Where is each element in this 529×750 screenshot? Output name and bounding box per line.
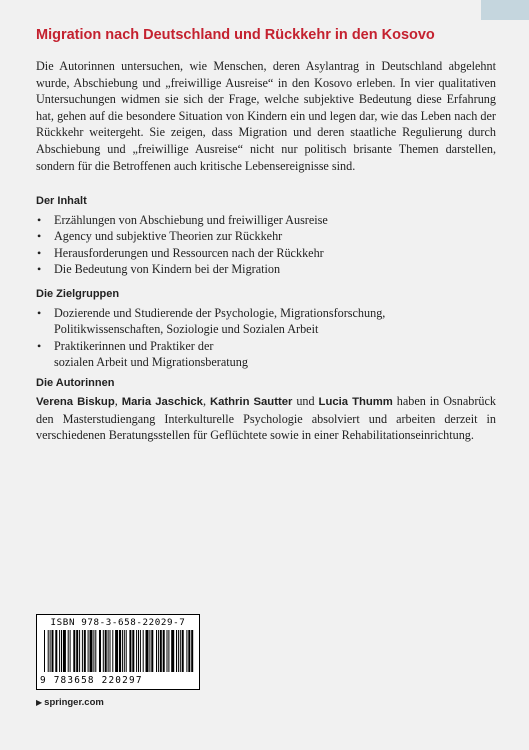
barcode-bar xyxy=(115,630,118,672)
barcode-bar xyxy=(146,630,149,672)
barcode-bar xyxy=(119,630,121,672)
barcode-bar xyxy=(88,630,89,672)
list-item: • Die Bedeutung von Kindern bei der Migration xyxy=(36,261,496,277)
author-name: Verena Biskup xyxy=(36,396,115,408)
barcode-bar xyxy=(191,630,193,672)
barcode-bar xyxy=(163,630,165,672)
barcode-bar xyxy=(105,630,107,672)
barcode-bar xyxy=(52,630,54,672)
barcode-bar xyxy=(93,630,94,672)
spine-color-tab xyxy=(481,0,529,20)
barcode-bar xyxy=(44,630,45,672)
isbn-label: ISBN 978-3-658-22029-7 xyxy=(50,617,186,628)
barcode-bar xyxy=(178,630,179,672)
author-name: Maria Jaschick xyxy=(121,396,203,408)
separator: , xyxy=(202,394,210,408)
barcode-bar xyxy=(82,630,83,672)
zielgruppen-list xyxy=(36,305,436,371)
isbn-barcode xyxy=(36,614,200,690)
separator: und xyxy=(292,394,319,408)
barcode-bar xyxy=(103,630,104,672)
barcode-bar xyxy=(168,630,169,672)
barcode-bar xyxy=(68,630,69,672)
barcode-bar xyxy=(55,630,57,672)
barcode-bar xyxy=(70,630,71,672)
barcode-digits: 9 783658 220297 xyxy=(40,675,143,686)
barcode-bar xyxy=(186,630,187,672)
publisher-link[interactable] xyxy=(36,697,104,708)
list-item: • Erzählungen von Abschiebung und freiwilliger Ausreise xyxy=(36,212,496,228)
barcode-bar xyxy=(129,630,131,672)
barcode-bar xyxy=(90,630,93,672)
separator: , xyxy=(114,394,122,408)
barcode-bar xyxy=(124,630,125,672)
barcode-bar xyxy=(171,630,174,672)
list-item: • Dozierende und Studierende der Psychologie, Migrationsforschung, Politikwissenschaften, Soziologie und Sozialen Arbeit xyxy=(36,305,436,338)
barcode-bar xyxy=(140,630,141,672)
barcode-bar xyxy=(138,630,139,672)
barcode-bar xyxy=(63,630,66,672)
author-name: Kathrin Sautter xyxy=(209,396,293,408)
barcode-bar xyxy=(156,630,157,672)
barcode-bar xyxy=(122,630,123,672)
autorinnen-heading: Die Autorinnen xyxy=(36,377,115,389)
barcode-bar xyxy=(151,630,153,672)
author-name: Lucia Thumm xyxy=(318,396,393,408)
publisher-url: springer.com xyxy=(44,697,104,708)
list-item: • Praktikerinnen und Praktiker der sozialen Arbeit und Migrationsberatung xyxy=(36,338,254,371)
barcode-bar xyxy=(108,630,109,672)
barcode-bar xyxy=(188,630,190,672)
zielgruppen-heading: Die Zielgruppen xyxy=(36,288,120,300)
list-item: • Herausforderungen und Ressourcen nach der Rückkehr xyxy=(36,245,496,261)
intro-paragraph: Die Autorinnen untersuchen, wie Menschen, deren Asylantrag in Deutschland abgelehnt wurde, Abschiebung und „freiwillige Ausreise“ in den Kosovo erleben. In vier qualitativen Untersuchungen widmen sie sich der Frage, welche subjektive Bedeutung diese Erfahrung hat, gehen auf die besondere Situation von Kindern ein und legen dar, wie das Leben nach der Rückkehr weitergeht. Sie zeigen, dass Migration und deren staatliche Regulierung durch Abschiebung und „freiwillige Ausreise“ nicht nur politisch brisante Themen darstellen, sondern für die Betroffenen auch kritische Lebensereignisse sind. xyxy=(36,59,496,173)
barcode-bar xyxy=(79,630,80,672)
authors-paragraph xyxy=(36,393,496,444)
barcode-bar xyxy=(136,630,137,672)
barcode-bar xyxy=(76,630,78,672)
barcode-bar xyxy=(126,630,127,672)
book-title: Migration nach Deutschland und Rückkehr in den Kosovo xyxy=(36,27,435,43)
barcode-bar xyxy=(158,630,159,672)
barcode-bar xyxy=(160,630,162,672)
barcode-bar xyxy=(180,630,181,672)
barcode-bar xyxy=(167,630,168,672)
barcode-bar xyxy=(59,630,60,672)
barcode-bar xyxy=(132,630,134,672)
barcode-bar xyxy=(176,630,177,672)
barcode-bar xyxy=(73,630,75,672)
authors-bio-text: haben in Osnabrück den Masterstudiengang Interkulturelle Psychologie absolviert und arbeiten derzeit in verschiedenen Beratungsstellen für Geflüchtete sowie in einer Rehabilitationseinrichtung. xyxy=(36,394,496,443)
barcode-bar xyxy=(84,630,86,672)
barcode-bar xyxy=(61,630,62,672)
barcode-bar xyxy=(149,630,150,672)
barcode-bar xyxy=(99,630,101,672)
triangle-right-icon: ▶ xyxy=(36,698,43,707)
barcode-bar xyxy=(182,630,184,672)
barcode-bar xyxy=(112,630,113,672)
list-item: • Agency und subjektive Theorien zur Rückkehr xyxy=(36,228,496,244)
barcode-bar xyxy=(143,630,144,672)
barcode-bar xyxy=(110,630,111,672)
barcode-bar xyxy=(48,630,49,672)
barcode-bar xyxy=(95,630,96,672)
inhalt-heading: Der Inhalt xyxy=(36,195,87,207)
inhalt-list xyxy=(36,212,496,278)
barcode-bar xyxy=(50,630,51,672)
barcode-bars xyxy=(44,630,194,672)
